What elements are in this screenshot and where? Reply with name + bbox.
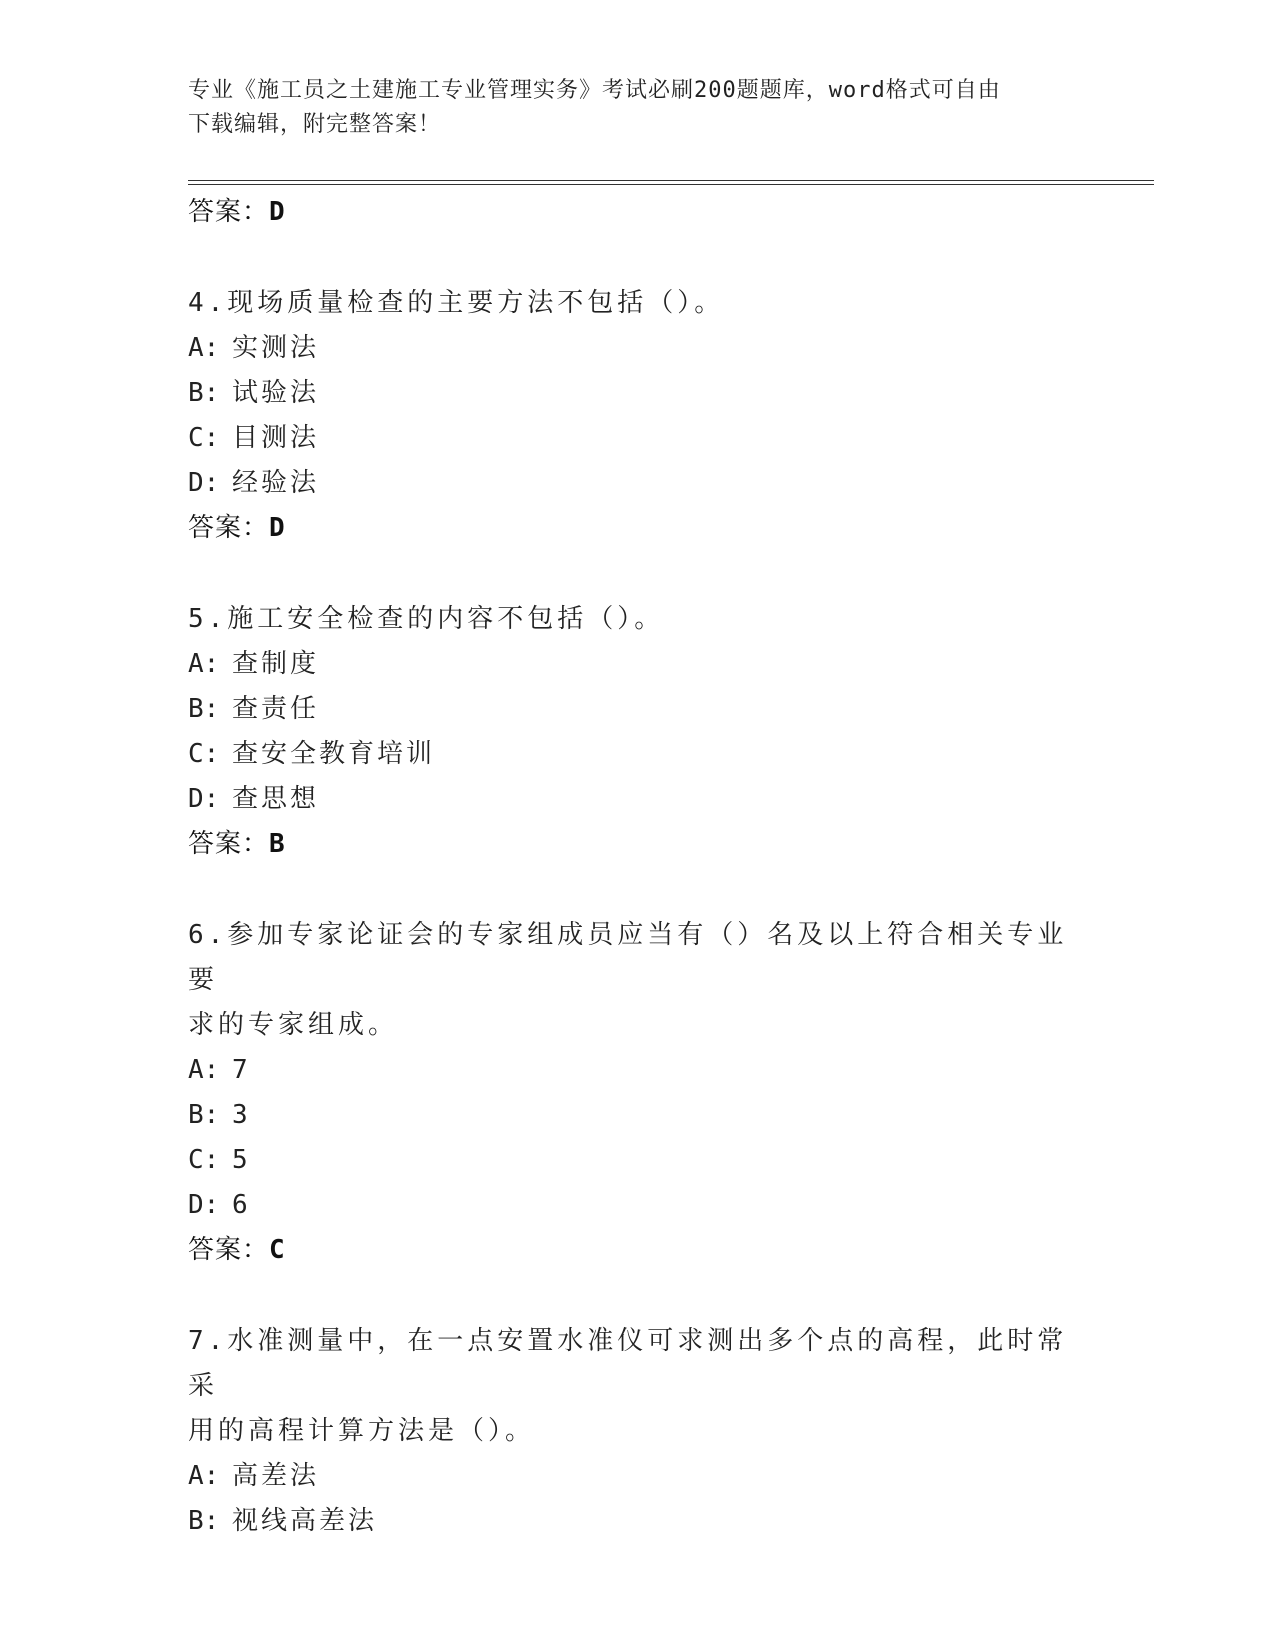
question-text-line-1: 7.水准测量中，在一点安置水准仪可求测出多个点的高程，此时常采 xyxy=(188,1326,1068,1401)
option-key: D: xyxy=(188,468,220,498)
option-text: 6 xyxy=(232,1190,251,1220)
option-key: A: xyxy=(188,1461,220,1491)
option-key: C: xyxy=(188,739,220,769)
question-list xyxy=(188,190,1088,1544)
option-d xyxy=(188,777,1088,822)
option-a xyxy=(188,1454,1088,1499)
option-a xyxy=(188,642,1088,687)
option-text: 5 xyxy=(232,1145,251,1175)
question-block xyxy=(188,281,1088,550)
answer-label: 答案： xyxy=(188,513,270,543)
option-text: 经验法 xyxy=(232,468,320,498)
option-key: B: xyxy=(188,1100,220,1130)
header-line-1: 专业《施工员之土建施工专业管理实务》考试必刷200题题库，word格式可自由 xyxy=(188,78,1001,103)
header-divider-bottom xyxy=(188,184,1154,185)
option-text: 查责任 xyxy=(232,694,320,724)
question-block xyxy=(188,1319,1088,1544)
option-c xyxy=(188,732,1088,777)
option-a xyxy=(188,326,1088,371)
option-text: 目测法 xyxy=(232,423,320,453)
question-text-line-1: 6.参加专家论证会的专家组成员应当有（）名及以上符合相关专业要 xyxy=(188,920,1068,995)
answer-label: 答案： xyxy=(188,1235,270,1265)
option-text: 查安全教育培训 xyxy=(232,739,436,769)
answer-line xyxy=(188,506,1088,550)
option-text: 高差法 xyxy=(232,1461,320,1491)
option-b xyxy=(188,1093,1088,1138)
option-key: A: xyxy=(188,649,220,679)
option-b xyxy=(188,687,1088,732)
option-key: C: xyxy=(188,423,220,453)
header-line-2: 下载编辑，附完整答案！ xyxy=(188,112,442,137)
answer-label: 答案： xyxy=(188,829,270,859)
option-key: A: xyxy=(188,1055,220,1085)
answer-value: D xyxy=(269,513,286,543)
option-d xyxy=(188,1183,1088,1228)
answer-line xyxy=(188,1228,1088,1272)
answer-line xyxy=(188,190,1088,234)
answer-value: C xyxy=(269,1235,286,1265)
question-text-line-2: 用的高程计算方法是（）。 xyxy=(188,1416,536,1446)
option-a xyxy=(188,1048,1088,1093)
option-text: 查制度 xyxy=(232,649,320,679)
option-c xyxy=(188,1138,1088,1183)
header-divider-top xyxy=(188,180,1154,181)
question-text-line-2: 求的专家组成。 xyxy=(188,1010,399,1040)
option-key: A: xyxy=(188,333,220,363)
document-header xyxy=(188,74,1068,142)
question-text: 4.现场质量检查的主要方法不包括（）。 xyxy=(188,288,725,318)
option-text: 3 xyxy=(232,1100,251,1130)
option-key: D: xyxy=(188,784,220,814)
answer-value: B xyxy=(269,829,286,859)
question-block xyxy=(188,597,1088,866)
option-text: 实测法 xyxy=(232,333,320,363)
option-text: 视线高差法 xyxy=(232,1506,378,1536)
option-d xyxy=(188,461,1088,506)
option-text: 查思想 xyxy=(232,784,320,814)
answer-label: 答案： xyxy=(188,197,270,227)
option-key: C: xyxy=(188,1145,220,1175)
question-block xyxy=(188,913,1088,1272)
option-text: 试验法 xyxy=(232,378,320,408)
option-key: B: xyxy=(188,1506,220,1536)
answer-line xyxy=(188,822,1088,866)
option-key: B: xyxy=(188,694,220,724)
option-b xyxy=(188,1499,1088,1544)
option-c xyxy=(188,416,1088,461)
option-text: 7 xyxy=(232,1055,251,1085)
option-b xyxy=(188,371,1088,416)
question-text: 5.施工安全检查的内容不包括（）。 xyxy=(188,604,665,634)
option-key: B: xyxy=(188,378,220,408)
answer-value: D xyxy=(269,197,286,227)
option-key: D: xyxy=(188,1190,220,1220)
